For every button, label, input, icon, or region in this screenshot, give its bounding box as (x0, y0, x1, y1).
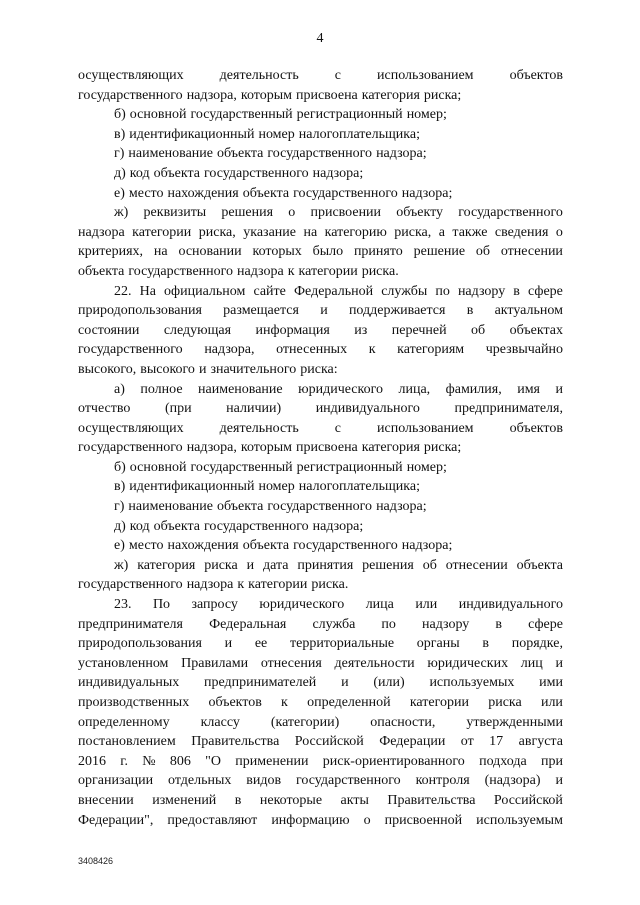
word: государственного (267, 499, 373, 515)
text-line (78, 144, 563, 164)
word: Федеральной (293, 283, 374, 299)
word: б) (114, 107, 126, 123)
word: деятельности (334, 655, 415, 671)
word: объекта (217, 146, 264, 162)
word: органы (416, 636, 460, 652)
text-line (78, 634, 563, 654)
word: чрезвычайно (485, 342, 563, 358)
word: к (287, 263, 295, 279)
word: территориальные (290, 636, 395, 652)
word: в (234, 792, 242, 808)
word: категории (298, 263, 358, 279)
word: регистрационный (296, 107, 403, 123)
word: регистрационный (296, 459, 403, 475)
word: по (381, 616, 396, 632)
word: наименование (128, 146, 214, 162)
word: информацию (271, 812, 350, 828)
word: отнесенных (276, 342, 348, 358)
text-line (78, 223, 563, 243)
word: (надзора) (484, 773, 541, 789)
word: ее (254, 636, 268, 652)
text-line (78, 242, 563, 262)
word: подхода (479, 753, 527, 769)
word: в (482, 636, 489, 652)
word: идентификационный (129, 479, 255, 495)
word: г) (114, 499, 125, 515)
word: надзора; (376, 146, 427, 162)
word: присвоена (295, 87, 358, 103)
text-line (78, 360, 563, 380)
word: г. (120, 753, 128, 769)
word: и (198, 361, 207, 377)
word: надзору (422, 616, 470, 632)
word: нахождения (167, 538, 239, 554)
text-line (78, 86, 563, 106)
word: к (281, 695, 288, 710)
word: на (303, 224, 318, 240)
word: в (513, 283, 520, 299)
word: налогоплательщика; (298, 479, 420, 495)
word: государственного (128, 263, 234, 279)
word: налогоплательщика; (298, 126, 420, 142)
word: государственного (458, 205, 563, 221)
word: видов (246, 773, 282, 789)
word: По (152, 597, 171, 613)
word: сайте (253, 283, 286, 299)
word: риска: (300, 361, 338, 377)
word: надзора; (312, 165, 364, 181)
word: объекта (78, 263, 125, 279)
word: № (142, 753, 156, 769)
text-line (78, 399, 563, 419)
text-line (78, 693, 563, 713)
word: и (341, 675, 349, 691)
text-line (78, 771, 563, 791)
word: государственного (203, 518, 309, 534)
word: идентификационный (129, 126, 255, 142)
word: отдельных (168, 773, 232, 789)
text-line (78, 66, 563, 86)
word: риска; (423, 87, 462, 103)
word: объекта (153, 518, 200, 534)
word: было (312, 244, 344, 260)
text-line (78, 203, 563, 223)
word: категорию (324, 224, 387, 240)
word: индивидуального (458, 597, 563, 613)
word: наличии) (226, 401, 282, 417)
word: высокого, (78, 361, 137, 377)
text-line (78, 477, 563, 497)
word: с (334, 68, 341, 83)
word: о (288, 205, 296, 221)
word: лица (365, 597, 394, 613)
word: юридического (259, 597, 345, 613)
word: природопользования (78, 636, 202, 652)
text-line (78, 301, 563, 321)
document-id: 3408426 (78, 856, 114, 866)
word: "О (205, 753, 221, 769)
word: присвоении (310, 205, 382, 221)
word: надзора, (186, 87, 237, 103)
word: риска. (311, 577, 349, 593)
word: и (555, 381, 563, 397)
word: номер (258, 126, 295, 142)
word: место (128, 185, 164, 201)
word: реквизиты (143, 205, 207, 221)
word: к (368, 342, 376, 358)
word: 806 (169, 753, 191, 769)
word: д) (114, 165, 126, 181)
word: и (555, 773, 563, 789)
word: государственного (78, 87, 183, 103)
word: изменений (152, 792, 217, 808)
word: ж) (114, 205, 129, 221)
word: категориям (397, 342, 465, 358)
word: сфере (528, 283, 563, 299)
word: следующая (163, 322, 232, 338)
word: из (354, 322, 368, 338)
word: объекта (242, 538, 290, 554)
text-line (78, 164, 563, 184)
word: (или) (373, 675, 405, 691)
word: риска (488, 695, 522, 710)
word: индивидуального (315, 401, 420, 417)
word: лица, (398, 381, 431, 397)
word: государственного (203, 165, 309, 181)
word: поддерживается (348, 303, 446, 319)
word: надзора; (376, 499, 427, 515)
text-line (78, 536, 563, 556)
word: полное (140, 381, 183, 397)
word: риска; (423, 440, 462, 456)
text-line (78, 595, 563, 615)
word: или (540, 695, 563, 710)
word: индивидуальных (78, 675, 180, 691)
word: отнесении (445, 557, 508, 573)
word: надзора (237, 263, 284, 279)
word: определенному (78, 714, 170, 730)
word: природопользования (78, 303, 202, 319)
word: код (129, 165, 150, 181)
word: решения (221, 205, 274, 221)
word: деятельность (219, 420, 299, 436)
word: порядке, (511, 636, 563, 652)
word: надзора (186, 577, 234, 593)
word: государственного (293, 538, 398, 554)
word: которым (240, 440, 292, 456)
word: нахождения (167, 185, 239, 201)
word: наименование (128, 499, 214, 515)
word: об (471, 322, 486, 338)
word: имя (517, 381, 540, 397)
word: государственный (190, 459, 293, 475)
word: присвоенной (384, 812, 463, 828)
word: организации (78, 773, 154, 789)
word: д) (114, 518, 126, 534)
word: актуальном (494, 303, 563, 319)
word: решение (413, 244, 466, 260)
word: категория (361, 440, 420, 456)
text-line (78, 752, 563, 772)
word: на (153, 244, 168, 260)
word: решения (362, 557, 414, 573)
word: категория (361, 87, 420, 103)
text-line (78, 419, 563, 439)
word: в) (114, 126, 126, 142)
word: е) (114, 538, 125, 554)
word: принято (353, 244, 403, 260)
word: государственного (293, 185, 398, 201)
word: категория (137, 557, 196, 573)
word: информация (255, 322, 330, 338)
word: государственного (78, 440, 183, 456)
word: место (128, 538, 164, 554)
word: к (237, 577, 245, 593)
text-line (78, 282, 563, 302)
word: (категории) (270, 714, 340, 730)
word: предпринимателей (204, 675, 317, 691)
word: акты (340, 792, 369, 808)
word: риска, (198, 224, 236, 240)
word: объекта (153, 165, 200, 181)
word: производственных (78, 695, 190, 710)
word: также (452, 224, 488, 240)
word: определенной (307, 695, 391, 710)
word: категории (248, 577, 308, 593)
word: утвержденными (466, 714, 563, 730)
word: в) (114, 479, 126, 495)
word: официальном (164, 283, 246, 299)
word: запросу (191, 597, 238, 613)
word: перечней (391, 322, 447, 338)
word: номер; (406, 459, 447, 475)
text-line (78, 105, 563, 125)
word: состоянии (78, 322, 140, 338)
word: о (363, 812, 371, 828)
word: основной (129, 107, 187, 123)
word: значительного (210, 361, 297, 377)
word: риск-ориентированного (322, 753, 465, 769)
word: Российской (493, 792, 563, 808)
word: которых (252, 244, 302, 260)
word: 23. (114, 597, 132, 613)
word: государственного (296, 773, 401, 789)
word: Федерации", (78, 812, 154, 828)
text-line (78, 517, 563, 537)
text-line (78, 556, 563, 576)
word: а (438, 224, 445, 240)
page-number: 4 (316, 31, 324, 46)
word: отнесения (260, 655, 322, 671)
word: категории (132, 224, 192, 240)
word: высокого (140, 361, 195, 377)
word: Федеральная (209, 616, 287, 632)
word: надзора; (401, 538, 453, 554)
word: предпринимателя (78, 616, 183, 632)
word: Правительства (387, 792, 476, 808)
word: о (555, 224, 563, 240)
word: деятельность (219, 68, 299, 83)
word: по (435, 283, 450, 299)
word: надзора; (312, 518, 364, 534)
word: или (415, 597, 438, 613)
word: Федерации (379, 734, 446, 750)
word: риска (204, 557, 238, 573)
word: государственного (78, 342, 183, 358)
word: и (224, 636, 233, 652)
word: постановлением (78, 734, 176, 750)
word: отнесении (500, 244, 563, 260)
word: осуществляющих (78, 68, 184, 83)
word: и (555, 655, 563, 671)
word: объектах (509, 322, 563, 338)
word: некоторые (259, 792, 323, 808)
word: наименование (198, 381, 283, 397)
word: фамилия, (445, 381, 502, 397)
word: классу (200, 714, 240, 730)
word: надзора, (186, 440, 237, 456)
word: основной (129, 459, 187, 475)
word: при (540, 753, 563, 769)
word: код (129, 518, 150, 534)
word: служба (312, 616, 356, 632)
word: предпринимателя, (454, 401, 563, 417)
word: объекту (396, 205, 444, 221)
word: надзора, (204, 342, 255, 358)
word: указание (243, 224, 296, 240)
word: установленном (78, 655, 169, 671)
word: предоставляют (167, 812, 258, 828)
word: государственный (190, 107, 293, 123)
word: в (495, 616, 502, 632)
word: Российской (294, 734, 364, 750)
word: присвоена (295, 440, 358, 456)
word: от (460, 734, 474, 750)
word: использованием (377, 68, 474, 83)
word: номер; (406, 107, 447, 123)
word: категории (409, 695, 469, 710)
word: дата (262, 557, 289, 573)
word: надзору (457, 283, 506, 299)
word: Правительства (191, 734, 280, 750)
text-line (78, 497, 563, 517)
word: и (320, 303, 328, 319)
word: объектов (509, 68, 563, 83)
word: лиц (520, 655, 543, 671)
word: е) (114, 185, 125, 201)
text-line (78, 575, 563, 595)
word: внесении (78, 792, 134, 808)
text-line (78, 125, 563, 145)
word: г) (114, 146, 125, 162)
text-line (78, 654, 563, 674)
text-line (78, 438, 563, 458)
word: контроля (415, 773, 470, 789)
word: государственного (267, 146, 373, 162)
text-line (78, 458, 563, 478)
word: августа (518, 734, 563, 750)
text-line (78, 262, 563, 282)
word: государственного (78, 577, 183, 593)
text-line (78, 811, 563, 831)
word: (при (164, 401, 192, 417)
word: риска. (361, 263, 399, 279)
word: используемым (476, 812, 563, 828)
word: основании (178, 244, 242, 260)
word: отчество (78, 401, 131, 417)
word: объекта (242, 185, 290, 201)
word: объекта (217, 499, 264, 515)
word: службы (381, 283, 428, 299)
word: используемых (429, 675, 515, 691)
word: ими (539, 675, 563, 691)
document-body (78, 66, 563, 830)
word: сфере (528, 616, 563, 632)
word: и (246, 557, 255, 573)
word: объектов (208, 695, 262, 710)
text-line (78, 615, 563, 635)
word: сведения (494, 224, 549, 240)
text-line (78, 321, 563, 341)
text-line (78, 673, 563, 693)
word: 2016 (78, 753, 106, 769)
word: объектов (509, 420, 563, 436)
word: а) (114, 381, 125, 397)
word: юридических (427, 655, 509, 671)
word: в (466, 303, 474, 319)
word: надзора; (401, 185, 453, 201)
word: ж) (114, 557, 129, 573)
word: с (334, 420, 341, 436)
word: критериях, (78, 244, 144, 260)
word: об (475, 244, 491, 260)
word: опасности, (370, 714, 436, 730)
word: юридического (298, 381, 383, 397)
word: 17 (489, 734, 504, 750)
text-line (78, 184, 563, 204)
word: номер (258, 479, 295, 495)
text-line (78, 713, 563, 733)
word: которым (240, 87, 292, 103)
word: б) (114, 459, 126, 475)
word: надзора (78, 224, 125, 240)
text-line (78, 380, 563, 400)
word: 22. (114, 283, 132, 299)
text-line (78, 791, 563, 811)
word: принятия (297, 557, 354, 573)
text-line (78, 340, 563, 360)
word: риска, (394, 224, 432, 240)
word: объекта (516, 557, 563, 573)
word: об (422, 557, 437, 573)
word: Правилами (181, 655, 249, 671)
word: осуществляющих (78, 420, 184, 436)
word: использованием (377, 420, 474, 436)
word: На (139, 283, 156, 299)
word: размещается (223, 303, 299, 319)
text-line (78, 732, 563, 752)
word: применении (235, 753, 309, 769)
